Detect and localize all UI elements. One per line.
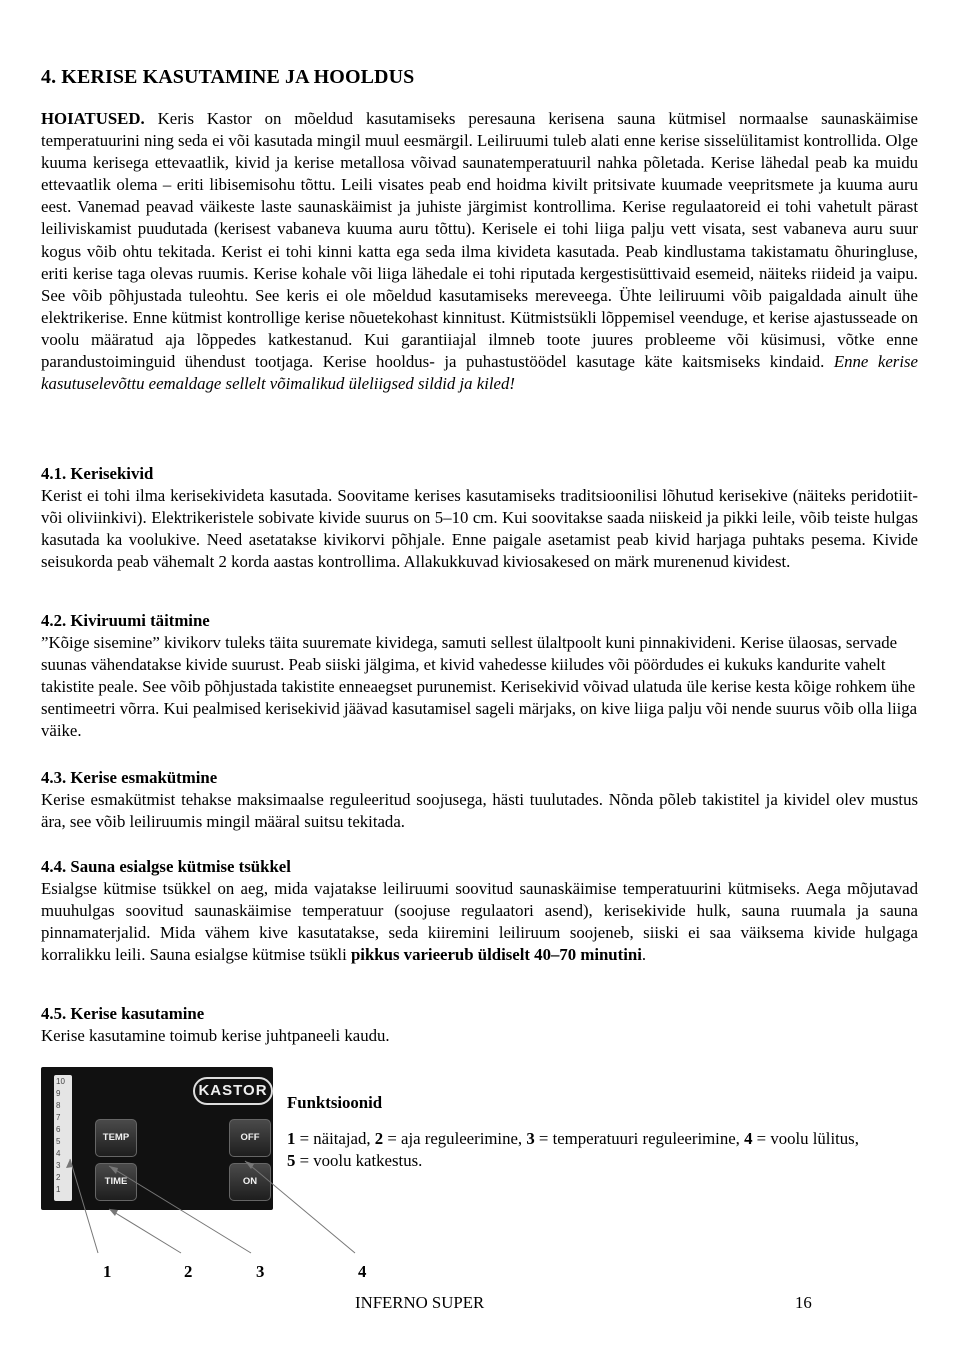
time-button: TIME (95, 1163, 137, 1201)
section-body: Kerise kasutamine toimub kerise juhtpaneeli kaudu. (41, 1026, 390, 1046)
section-body: Kerise esmakütmist tehakse maksimaalse reguleeritud soojusega, hästi tuulutades. Nõnda põleb takistitel ja kividel olev mustus ära, see võib leiliruumis mingil määral suitsu tekitada. (41, 790, 918, 832)
callout-number-1: 1 (103, 1262, 112, 1281)
section-stone-space (41, 610, 918, 743)
callout-line-2 (109, 1209, 181, 1253)
section-title: 4.2. Kiviruumi täitmine (41, 611, 210, 630)
off-button: OFF (229, 1119, 271, 1157)
page-title: 4. KERISE KASUTAMINE JA HOOLDUS (41, 66, 415, 88)
scale-label: 2 (56, 1173, 61, 1182)
warnings-italic-note: Enne kerise kasutuselevõttu eemaldage sellelt võimalikud üleliigsed sildid ja kiled! (41, 352, 918, 394)
callout-line-4 (245, 1161, 355, 1253)
scale-label: 7 (56, 1113, 61, 1122)
function-desc: = aja reguleerimine, (383, 1129, 527, 1148)
warnings-paragraph (41, 108, 918, 395)
callout-arrow (109, 1209, 118, 1216)
scale-label: 9 (56, 1089, 61, 1098)
section-usage (41, 1003, 918, 1047)
warnings-body: Keris Kastor on mõeldud kasutamiseks peresauna kerisena sauna kütmisel normaalse saunaskäimise temperatuurini ning seda ei või kasutada mingil muul eesmärgil. Leiliruumi tuleb alati enne kerise sisselülitamist kontrollida. Olge kuuma kerisega ettevaatlik, kivid ja kerise metallosa võivad saunatemperatuuril nahka põletada. Kerise lähedal peab ka muidu ettevaatlik olema – eriti libisemisohu tõttu. Leili visates peab end hoidma kivilt pritsivate kuumade veepritsmete ja kuuma auru eest. Vanemad peavad väikeste laste saunaskäimist ja juhiste järgimist kontrollima. Kerise regulaatoreid ei tohi vahetult pärast leiliviskamist puudutada (kerisest vabaneva kuuma auru tõttu). Kerisele ei tohi liiga palju vett visata, sest vabaneva auru suur kogus võib ohtu tekitada. Kerist ei tohi kinni katta ega seda ilma kivideta kasutada. Peab kindlustama takistamatu õhuringluse, eriti kerise taga olevas ruumis. Kerise kohale või liiga lähedale ei tohi riputada kergestisüttivaid esemeid, näiteks riideid ja vaipu. See võib põhjustada tuleohtu. See keris ei ole mõeldud kasutamiseks mereveega. Ühte leiliruumi võib paigaldada ainult ühe elektrikerise. Enne kütmist kontrollige kerise nõuetekohast kinnitust. Kütmistsükli lõppemisel veenduge, et kerise ajastusseade on voolu määratud aja lõppedes katkestanud. Kui garantiiajal ilmneb toote juures probleeme või küsimusi, võtke enne parandustoiminguid ühendust tootjaga. Kerise hooldus- ja puhastustöödel kasutage käte kaitsmiseks kindaid. (41, 109, 918, 372)
kastor-logo: KASTOR (193, 1077, 273, 1105)
temp-button: TEMP (95, 1119, 137, 1157)
callout-line-1 (70, 1159, 98, 1253)
on-button: ON (229, 1163, 271, 1201)
section-bold-tail: pikkus varieerub üldiselt 40–70 minutini (350, 945, 642, 965)
function-number: 3 (526, 1129, 535, 1148)
functions-text (287, 1128, 918, 1172)
callout-line-3 (109, 1166, 251, 1253)
section-end: . (641, 945, 647, 965)
callout-arrow (109, 1166, 118, 1174)
section-title: 4.3. Kerise esmakütmine (41, 768, 218, 787)
callout-number-3: 3 (256, 1262, 265, 1281)
section-title: 4.5. Kerise kasutamine (41, 1004, 205, 1023)
warnings-lead: HOIATUSED. (41, 109, 145, 128)
function-number: 1 (287, 1129, 296, 1148)
scale-label: 3 (56, 1161, 61, 1170)
function-number: 5 (287, 1151, 296, 1171)
scale-label: 1 (56, 1185, 61, 1194)
scale-label: 4 (56, 1149, 61, 1158)
function-desc: = temperatuuri reguleerimine, (534, 1129, 745, 1148)
function-desc: = näitajad, (295, 1129, 375, 1148)
function-desc: = voolu katkestus. (295, 1151, 423, 1171)
scale-label: 6 (56, 1125, 61, 1134)
function-desc: = voolu lülitus, (752, 1129, 859, 1148)
function-number: 2 (374, 1129, 384, 1148)
callout-number-2: 2 (184, 1262, 193, 1281)
page-number: 16 (795, 1293, 812, 1312)
scale-label: 8 (56, 1101, 61, 1110)
functions-title: Funktsioonid (287, 1093, 383, 1112)
section-title: 4.1. Kerisekivid (41, 464, 154, 483)
section-body: ”Kõige sisemine” kivikorv tuleks täita suuremate kividega, samuti sellest ülaltpoolt kuni pinnakivideni. Kerise ülaosas, servade suunas vähendatakse kivide suurust. Peab siiski jälgima, et kivid vahedesse kiiludes või pöördudes ei kukuks kandurite vahelt takistite peale. See võib põhjustada takistite enneaegset purunemist. Kerisekivid võivad ulatuda üle kerise kesta kõige rohkem ühe sentimeetri võrra. Kui pealmised kerisekivid jäävad kasutamisel sageli märjaks, on kive liiga palju või nende suurus võib olla liiga väike. (41, 633, 918, 741)
section-first-heating (41, 767, 918, 833)
callout-arrow (66, 1159, 73, 1168)
section-body: Esialgse kütmise tsükkel on aeg, mida vajatakse leiliruumi soovitud saunaskäimise temperatuurini kütmiseks. Aega mõjutavad muuhulgas soovitud saunaskäimise temperatuur (soojuse regulaatori asend), kerisekivide hulk, sauna ruumala ja sauna pinnamaterjalid. Mida vähem kive kasutatakse, seda kiiremini leiliruum soojeneb, siiski ei saa väiksema kivide hulgaga korralikku leili. Sauna esialgse kütmise tsükli (41, 879, 918, 965)
scale-label: 10 (56, 1077, 65, 1086)
section-title: 4.4. Sauna esialgse kütmise tsükkel (41, 857, 291, 876)
footer-title: INFERNO SUPER (355, 1293, 485, 1312)
section-heating-cycle (41, 856, 918, 966)
section-stones (41, 463, 918, 573)
scale-label: 5 (56, 1137, 61, 1146)
function-number: 4 (744, 1129, 753, 1148)
callout-number-4: 4 (358, 1262, 367, 1281)
section-body: Kerist ei tohi ilma kerisekivideta kasutada. Soovitame kerises kasutamiseks traditsioonilisi lõhutud kerisekive (näiteks peridotiit- või oliviinkivi). Elektrikeristele sobivate kivide suurus on 5–10 cm. Kui soovitakse saada niiskeid ja pikki leile, võib teiste hulgas kasutada ka voolukive. Need asetatakse kivikorvi põhjale. Enne paigale asetamist peab kivid harjaga puhtaks pesema. Kivide seisukorda peab vähemalt 2 korda aastas kontrollima. Allakukkuvad kiviosakesed on märk murenenud kividest. (41, 486, 918, 572)
